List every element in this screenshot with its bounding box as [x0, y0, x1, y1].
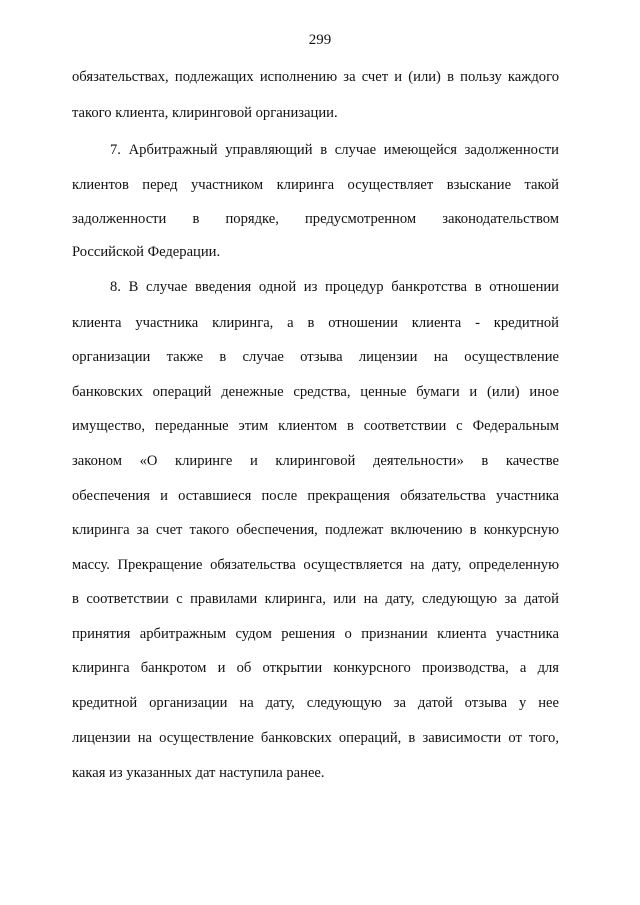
text-line: Российской Федерации.	[72, 244, 221, 260]
text-line: имущество, переданные этим клиентом в соответствии с Федеральным	[72, 418, 559, 434]
text-line: такого клиента, клиринговой организации.	[72, 105, 338, 121]
text-line: обязательствах, подлежащих исполнению за счет и (или) в пользу каждого	[72, 69, 559, 85]
text-line: какая из указанных дат наступила ранее.	[72, 765, 325, 781]
text-line: банковских операций денежные средства, ценные бумаги и (или) иное	[72, 384, 559, 400]
text-line: клиентов перед участником клиринга осуществляет взыскание такой	[72, 177, 559, 193]
text-line: кредитной организации на дату, следующую за датой отзыва у нее	[72, 695, 559, 711]
text-line: массу. Прекращение обязательства осуществляется на дату, определенную	[72, 557, 559, 573]
text-line: обеспечения и оставшиеся после прекращения обязательства участника	[72, 488, 559, 504]
text-line: организации также в случае отзыва лицензии на осуществление	[72, 349, 559, 365]
text-line: в соответствии с правилами клиринга, или на дату, следующую за датой	[72, 591, 559, 607]
text-line: клиринга банкротом и об открытии конкурсного производства, а для	[72, 660, 559, 676]
page-number: 299	[308, 32, 332, 48]
text-line: законом «О клиринге и клиринговой деятельности» в качестве	[72, 453, 559, 469]
text-line: задолженности в порядке, предусмотренном законодательством	[72, 211, 559, 227]
text-line: клиринга за счет такого обеспечения, подлежат включению в конкурсную	[72, 522, 559, 538]
text-line: принятия арбитражным судом решения о признании клиента участника	[72, 626, 559, 642]
paragraph-first-line: 7. Арбитражный управляющий в случае имеющейся задолженности	[110, 142, 559, 158]
text-line: клиента участника клиринга, а в отношении клиента - кредитной	[72, 315, 559, 331]
paragraph-first-line: 8. В случае введения одной из процедур банкротства в отношении	[110, 279, 559, 295]
text-line: лицензии на осуществление банковских операций, в зависимости от того,	[72, 730, 559, 746]
